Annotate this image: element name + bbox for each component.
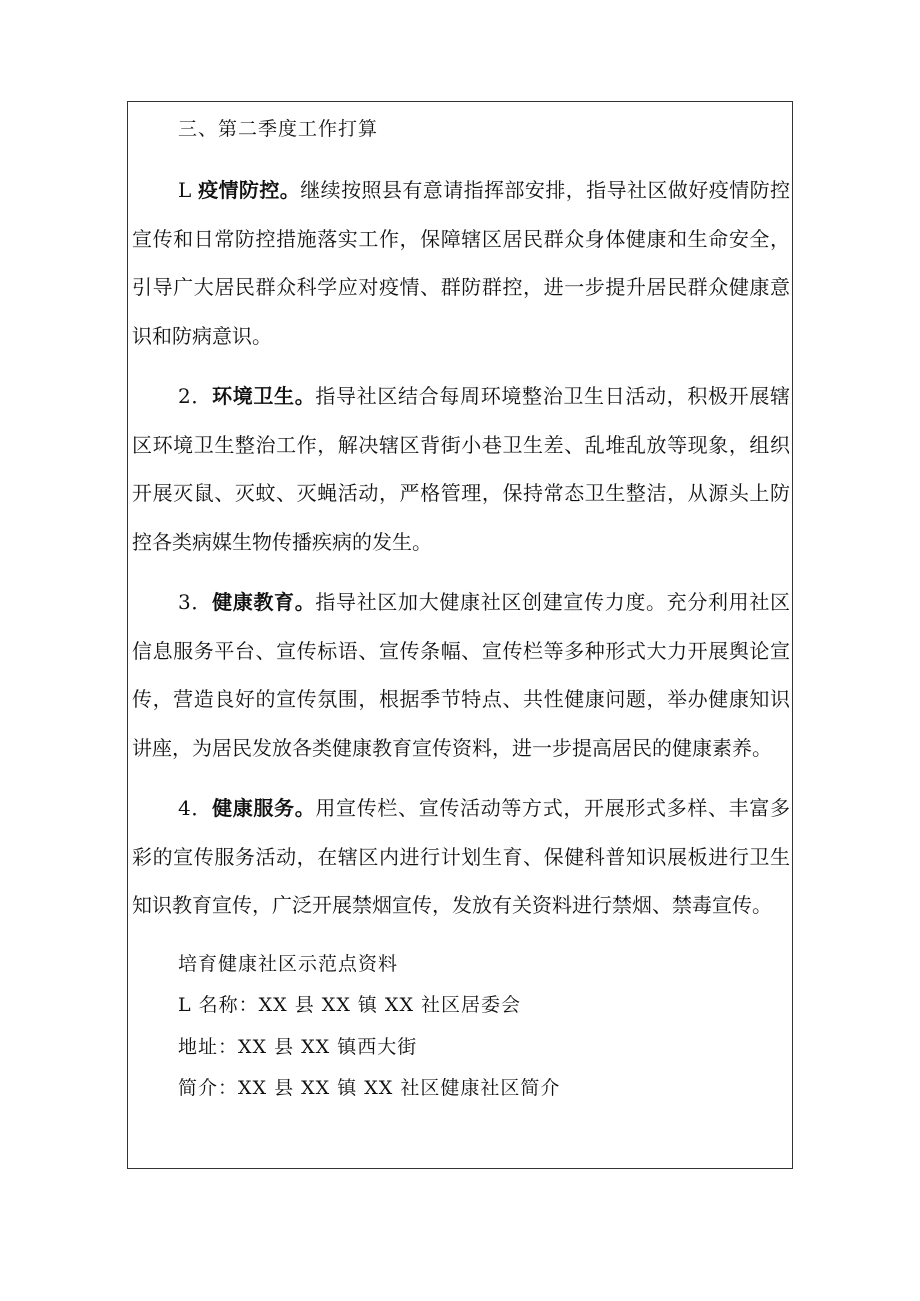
- item-lead: 健康教育。: [212, 590, 316, 614]
- profile-block: [132, 944, 790, 1110]
- item-health-service: [132, 784, 790, 930]
- item-text: 继续按照县有意请指挥部安排，指导社区做好疫情防控宣传和日常防控措施落实工作，保障辖区居民群众身体健康和生命安全，引导广大居民群众科学应对疫情、群防群控，进一步提升居民群众健康意识和防病意识。: [132, 178, 791, 348]
- document-content: [132, 114, 790, 1110]
- item-epidemic-control: [132, 166, 790, 360]
- section-heading: 三、第二季度工作打算: [178, 118, 379, 140]
- item-number: 3．: [178, 590, 213, 614]
- item-lead: 健康服务。: [212, 796, 316, 820]
- item-lead: 环境卫生。: [212, 384, 316, 408]
- profile-name: L 名称：XX 县 XX 镇 XX 社区居委会: [178, 994, 522, 1016]
- profile-title: 培育健康社区示范点资料: [178, 952, 399, 975]
- profile-intro: 简介：XX 县 XX 镇 XX 社区健康社区简介: [178, 1077, 561, 1099]
- item-text: 用宣传栏、宣传活动等方式，开展形式多样、丰富多彩的宣传服务活动，在辖区内进行计划生育、保健科普知识展板进行卫生知识教育宣传，广泛开展禁烟宣传，发放有关资料进行禁烟、禁毒宣传。: [132, 796, 791, 917]
- item-text: 指导社区加大健康社区创建宣传力度。充分利用社区信息服务平台、宣传标语、宣传条幅、宣传栏等多种形式大力开展舆论宣传，营造良好的宣传氛围，根据季节特点、共性健康问题，举办健康知识讲座，为居民发放各类健康教育宣传资料，进一步提高居民的健康素养。: [132, 590, 791, 760]
- profile-address: 地址：XX 县 XX 镇西大街: [178, 1035, 418, 1058]
- item-environmental-sanitation: [132, 372, 790, 566]
- item-text: 指导社区结合每周环境整治卫生日活动，积极开展辖区环境卫生整治工作，解决辖区背街小巷卫生差、乱堆乱放等现象，组织开展灭鼠、灭蚊、灭蝇活动，严格管理，保持常态卫生整洁，从源头上防控各类病媒生物传播疾病的发生。: [132, 384, 791, 554]
- item-health-education: [132, 578, 790, 772]
- item-number: 2．: [178, 384, 213, 408]
- item-lead: 疫情防控。: [198, 178, 301, 202]
- item-number: L: [178, 178, 199, 202]
- document-frame: [127, 101, 793, 1169]
- item-number: 4．: [178, 796, 213, 820]
